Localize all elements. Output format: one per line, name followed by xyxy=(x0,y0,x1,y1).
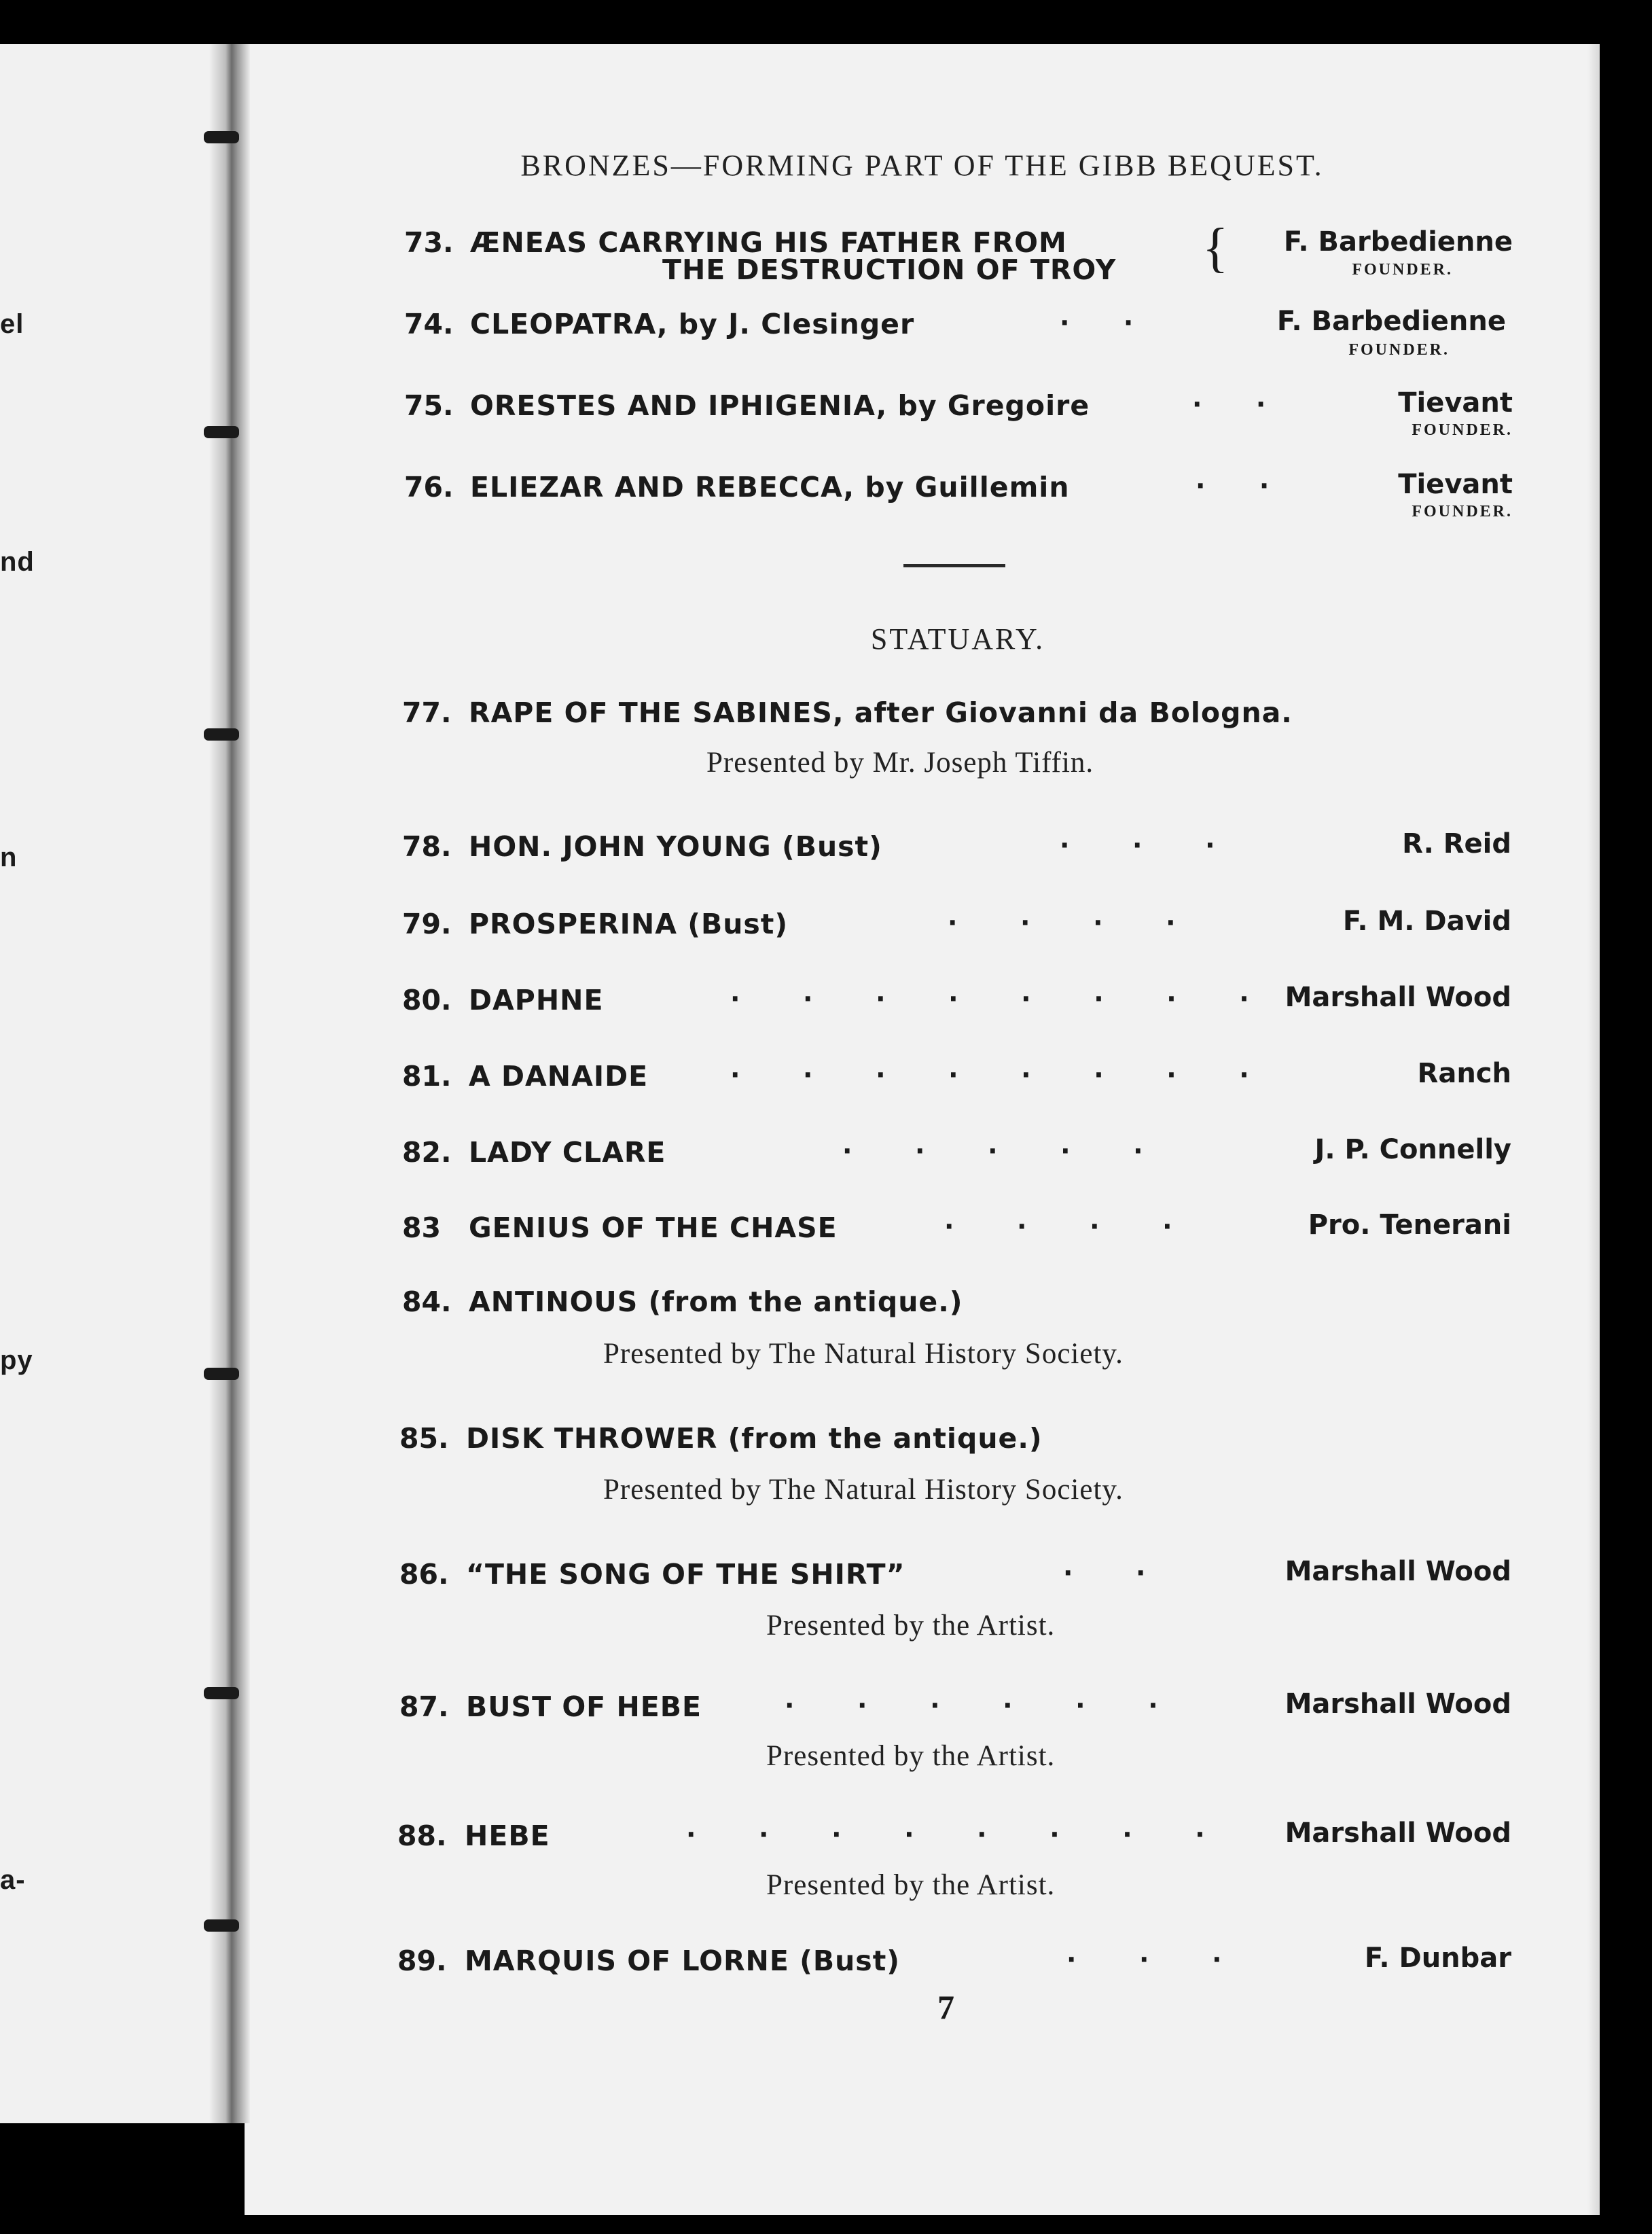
entry-title: RAPE OF THE SABINES, after Giovanni da Bologna. xyxy=(469,696,1293,729)
leader-dots: · · · xyxy=(1060,830,1215,860)
entry-number: 74. xyxy=(404,308,454,340)
entry-number: 73. xyxy=(404,226,454,259)
entry-title: HEBE xyxy=(465,1820,550,1852)
entry-number: 88. xyxy=(397,1820,447,1852)
presented-by: Presented by The Natural History Society. xyxy=(603,1474,1124,1506)
entry-number: 82. xyxy=(402,1136,452,1169)
entry-role: FOUNDER. xyxy=(1348,341,1450,359)
section-divider xyxy=(903,564,1005,567)
entry-title-continued: THE DESTRUCTION OF TROY xyxy=(662,253,1117,286)
entry-number: 89. xyxy=(397,1945,447,1977)
presented-by: Presented by the Artist. xyxy=(766,1610,1056,1642)
entry-artist: Tievant xyxy=(1398,469,1513,500)
entry-role: FOUNDER. xyxy=(1412,503,1513,520)
leader-dots: · · · · · · · · xyxy=(686,1820,1205,1849)
binding-thread xyxy=(204,1919,239,1932)
presented-by: Presented by the Artist. xyxy=(766,1740,1056,1772)
leader-dots: · · · · · · · · xyxy=(730,984,1249,1014)
entry-artist: F. M. David xyxy=(1342,906,1511,937)
entry-title: DISK THROWER (from the antique.) xyxy=(466,1422,1043,1455)
entry-artist: Ranch xyxy=(1417,1058,1511,1089)
entry-artist: Marshall Wood xyxy=(1285,1556,1511,1587)
left-fragment: n xyxy=(0,843,18,872)
entry-title: A DANAIDE xyxy=(469,1060,649,1093)
entry-artist: F. Barbedienne xyxy=(1283,226,1513,258)
entry-number: 84. xyxy=(402,1286,452,1318)
entry-role: FOUNDER. xyxy=(1412,421,1513,439)
entry-number: 83 xyxy=(402,1211,442,1244)
entry-role: FOUNDER. xyxy=(1352,261,1453,279)
entry-title: “THE SONG OF THE SHIRT” xyxy=(466,1558,905,1591)
leader-dots: · · · · · · · · xyxy=(730,1060,1249,1090)
entry-title: GENIUS OF THE CHASE xyxy=(469,1211,838,1244)
entry-number: 77. xyxy=(402,696,452,729)
leader-dots: · · xyxy=(1192,389,1266,419)
binding-thread xyxy=(204,728,239,741)
brace-glyph: { xyxy=(1202,218,1229,278)
entry-title: DAPHNE xyxy=(469,984,604,1016)
entry-title: BUST OF HEBE xyxy=(466,1690,702,1723)
entry-title: ANTINOUS (from the antique.) xyxy=(469,1286,963,1318)
leader-dots: · · xyxy=(1196,471,1270,501)
entry-title: LADY CLARE xyxy=(469,1136,666,1169)
leader-dots: · · xyxy=(1060,308,1134,338)
entry-title: ÆNEAS CARRYING HIS FATHER FROM xyxy=(470,226,1067,259)
leader-dots: · · · · · xyxy=(842,1136,1143,1166)
left-fragment: py xyxy=(0,1345,33,1375)
leader-dots: · · · · xyxy=(948,908,1176,938)
entry-artist: F. Dunbar xyxy=(1364,1943,1511,1974)
entry-number: 76. xyxy=(404,471,454,503)
leader-dots: · · · xyxy=(1066,1945,1222,1974)
entry-number: 81. xyxy=(402,1060,452,1093)
presented-by: Presented by the Artist. xyxy=(766,1869,1056,1901)
entry-artist: J. P. Connelly xyxy=(1314,1134,1511,1165)
entry-number: 85. xyxy=(399,1422,449,1455)
entry-title: HON. JOHN YOUNG (Bust) xyxy=(469,830,882,863)
entry-artist: Pro. Tenerani xyxy=(1308,1209,1511,1241)
leader-dots: · · · · xyxy=(944,1211,1172,1241)
entry-number: 79. xyxy=(402,908,452,940)
left-fragment: el xyxy=(0,309,24,339)
entry-number: 86. xyxy=(399,1558,449,1591)
entry-artist: F. Barbedienne xyxy=(1276,306,1506,337)
entry-number: 75. xyxy=(404,389,454,422)
entry-number: 78. xyxy=(402,830,452,863)
presented-by: Presented by The Natural History Society. xyxy=(603,1338,1124,1370)
entry-title: ELIEZAR AND REBECCA, by Guillemin xyxy=(470,471,1070,503)
binding-gutter xyxy=(209,44,250,2123)
left-fragment: nd xyxy=(0,547,35,577)
leader-dots: · · · · · · xyxy=(785,1690,1158,1720)
entry-title: MARQUIS OF LORNE (Bust) xyxy=(465,1945,901,1977)
entry-title: ORESTES AND IPHIGENIA, by Gregoire xyxy=(470,389,1090,422)
binding-thread xyxy=(204,131,239,143)
entry-artist: Marshall Wood xyxy=(1285,982,1511,1013)
left-fragment: a- xyxy=(0,1865,26,1895)
page-number: 7 xyxy=(937,1988,954,2026)
entry-title: PROSPERINA (Bust) xyxy=(469,908,789,940)
entry-number: 87. xyxy=(399,1690,449,1723)
entry-title: CLEOPATRA, by J. Clesinger xyxy=(470,308,915,340)
entry-artist: Marshall Wood xyxy=(1285,1818,1511,1849)
leader-dots: · · xyxy=(1063,1558,1146,1588)
left-page-edge xyxy=(0,44,224,2123)
statuary-heading: STATUARY. xyxy=(870,622,1045,656)
entry-number: 80. xyxy=(402,984,452,1016)
binding-thread xyxy=(204,426,239,438)
binding-thread xyxy=(204,1368,239,1380)
entry-artist: Marshall Wood xyxy=(1285,1688,1511,1720)
binding-thread xyxy=(204,1687,239,1699)
presented-by: Presented by Mr. Joseph Tiffin. xyxy=(706,747,1094,779)
entry-artist: Tievant xyxy=(1398,387,1513,419)
entry-artist: R. Reid xyxy=(1402,828,1511,859)
bronzes-heading: BRONZES—FORMING PART OF THE GIBB BEQUEST. xyxy=(520,149,1324,182)
